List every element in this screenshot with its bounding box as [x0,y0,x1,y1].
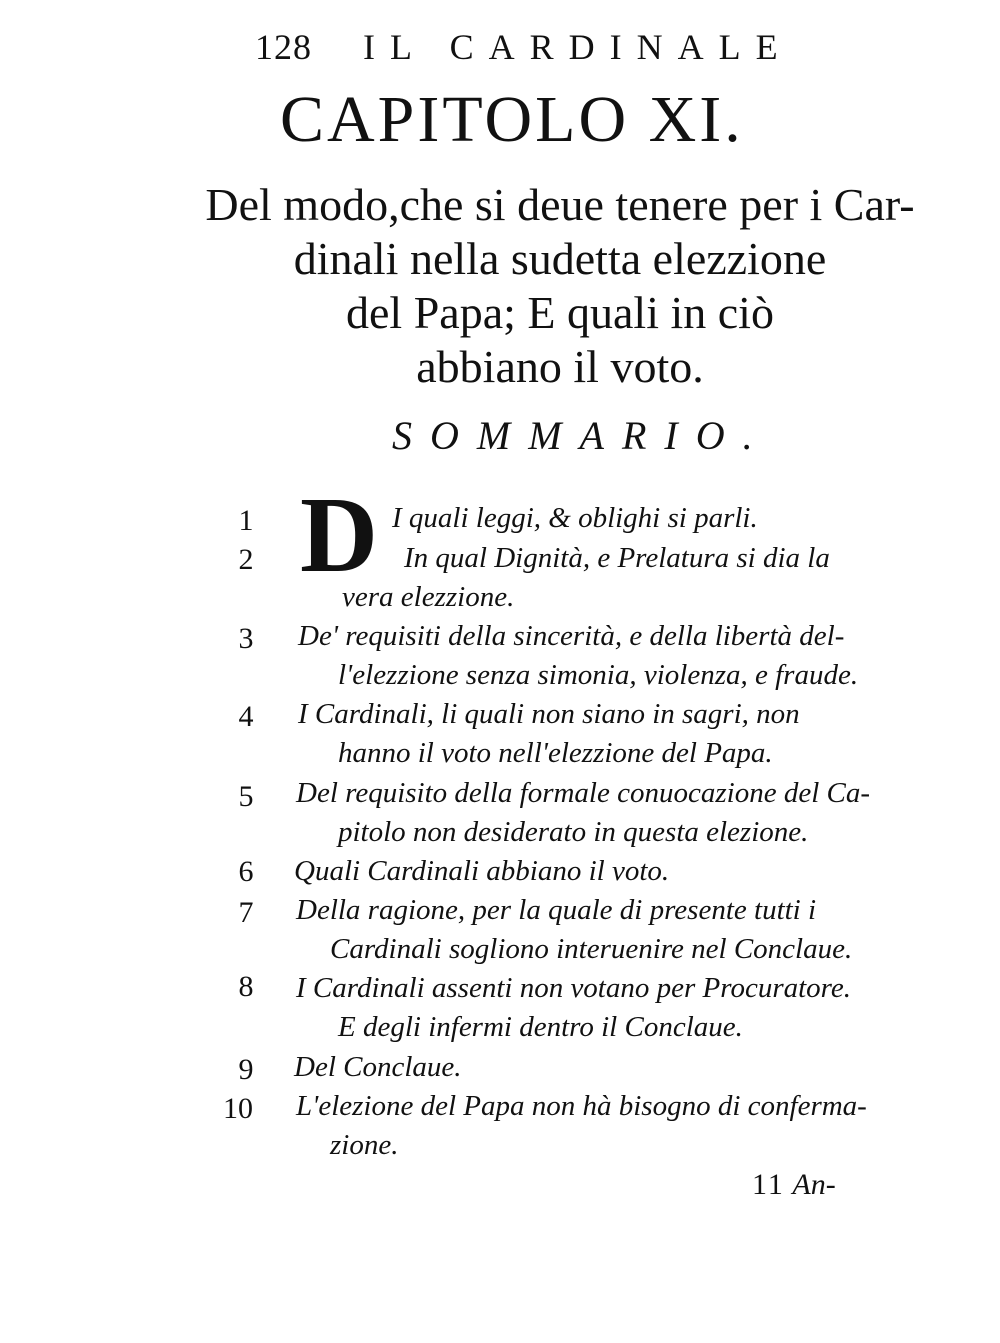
entry-line: Quali Cardinali abbiano il voto. [294,855,670,887]
entry-line: I Cardinali assenti non votano per Procuratore. [296,972,851,1004]
entry-line: hanno il voto nell'elezzione del Papa. [338,737,773,769]
entry-number: 1 [238,504,254,537]
catchword-text: An- [792,1168,836,1201]
chapter-description-line: dinali nella sudetta elezzione [293,233,827,284]
entry-line: De' requisiti della sincerità, e della libertà del- [298,620,845,652]
catchword [752,1168,836,1202]
entry-line: zione. [330,1129,399,1161]
entry-number: 6 [238,855,254,888]
entry-number: 8 [238,970,254,1003]
entry-number: 7 [238,896,254,929]
chapter-description-line: abbiano il voto. [416,341,704,392]
entry-line: I quali leggi, & oblighi si parli. [392,502,758,534]
entry-line: l'elezzione senza simonia, violenza, e fraude. [338,659,859,691]
entry-number: 2 [238,543,254,576]
chapter-description [190,178,930,394]
entry-line: Cardinali sogliono interuenire nel Conclaue. [330,933,853,965]
page-number: 128 [255,27,312,67]
running-head [255,22,855,66]
summary-heading: SOMMARIO. [392,413,771,458]
entry-number: 5 [238,780,254,813]
entry-number: 9 [238,1053,254,1086]
chapter-description-line: Del modo,che si deue tenere per i Car- [205,179,915,230]
drop-cap: D [300,476,378,595]
chapter-title: CAPITOLO XI. [280,83,744,156]
entry-line: E degli infermi dentro il Conclaue. [338,1011,743,1043]
entry-line: Del Conclaue. [294,1051,462,1083]
entry-number: 4 [238,700,254,733]
entry-number: 3 [238,622,254,655]
entry-line: vera elezzione. [342,581,515,613]
entry-line: Del requisito della formale conuocazione del Ca- [296,777,870,809]
entry-line: In qual Dignità, e Prelatura si dia la [404,542,830,574]
entry-line: Della ragione, per la quale di presente tutti i [296,894,817,926]
entry-number: 10 [223,1092,253,1125]
catchword-number: 11 [752,1168,785,1201]
entry-line: I Cardinali, li quali non siano in sagri, non [298,698,800,730]
running-title: IL CARDINALE [363,27,793,67]
entry-line: pitolo non desiderato in questa elezione. [338,816,809,848]
chapter-description-line: del Papa; E quali in ciò [346,287,774,338]
entry-line: L'elezione del Papa non hà bisogno di conferma- [296,1090,867,1122]
